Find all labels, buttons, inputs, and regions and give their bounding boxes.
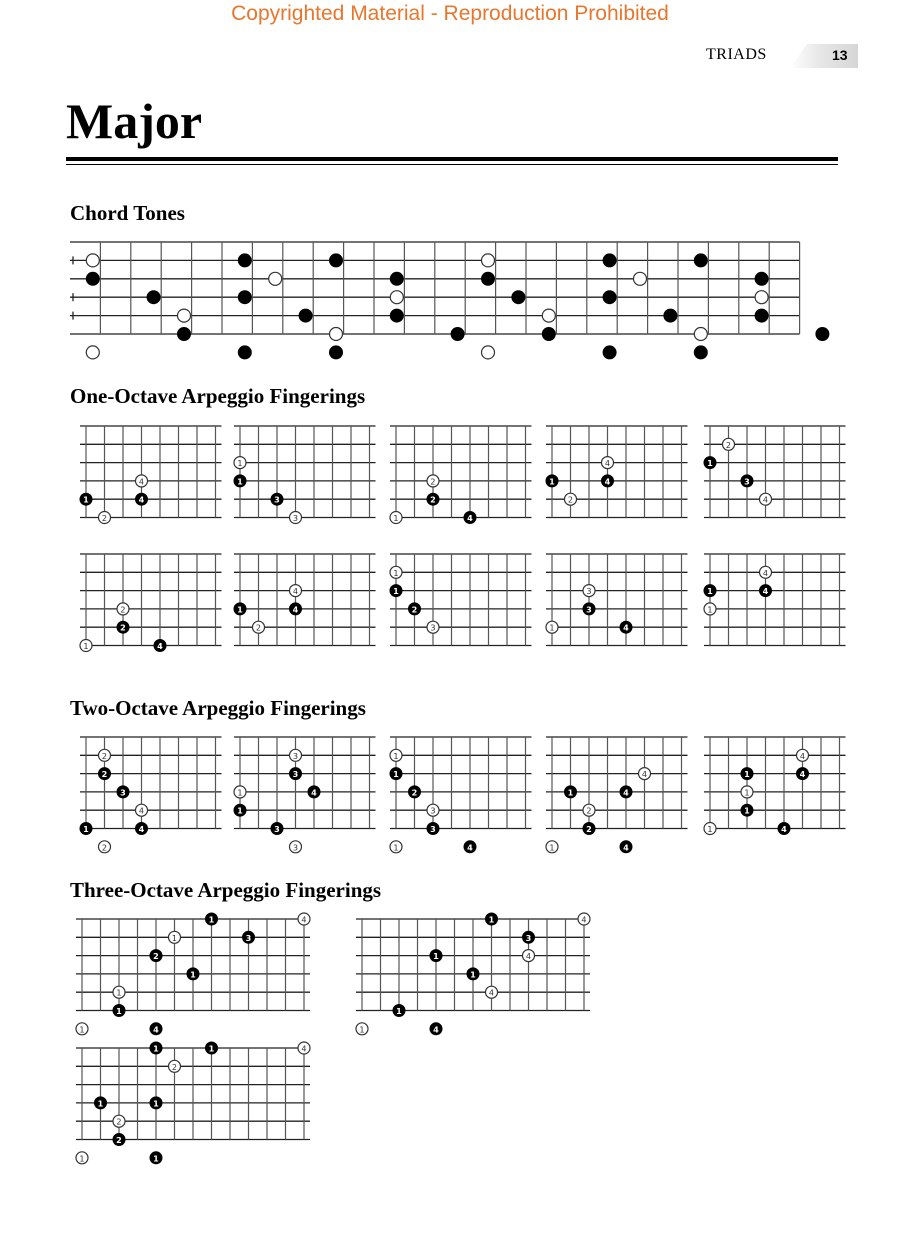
note-dot-open — [86, 346, 99, 359]
two-octave-diagram-2 — [226, 733, 366, 853]
finger-number: 1 — [116, 987, 122, 998]
finger-number: 2 — [411, 604, 418, 615]
note-dot-filled — [147, 291, 160, 304]
one-octave-diagram-2 — [226, 422, 366, 522]
finger-number: 1 — [488, 914, 495, 925]
note-dot-filled — [755, 309, 768, 322]
finger-number: 2 — [101, 750, 108, 761]
finger-number: 1 — [237, 476, 243, 487]
note-dot-filled — [603, 291, 616, 304]
note-dot-open — [178, 309, 191, 322]
finger-number: 4 — [525, 951, 532, 962]
finger-number: 1 — [707, 458, 713, 469]
finger-number: 2 — [586, 824, 592, 834]
note-dot-open — [86, 254, 99, 267]
two-octave-diagram-5 — [696, 733, 836, 833]
finger-number: 2 — [430, 476, 436, 487]
finger-number: 4 — [799, 750, 806, 761]
one-octave-diagram-7 — [226, 550, 366, 650]
finger-number: 3 — [586, 604, 592, 615]
one-octave-diagram-3 — [382, 422, 522, 522]
finger-number: 3 — [274, 824, 280, 834]
finger-number: 3 — [292, 769, 299, 780]
note-dot-filled — [694, 346, 707, 359]
finger-number: 2 — [120, 622, 126, 633]
finger-number: 1 — [470, 969, 476, 980]
finger-number: 1 — [116, 1006, 122, 1016]
note-dot-filled — [603, 254, 616, 267]
section-heading-one-octave: One-Octave Arpeggio Fingerings — [70, 384, 366, 408]
section-heading-chord-tones: Chord Tones — [70, 201, 185, 225]
note-dot-filled — [390, 272, 403, 285]
finger-number: 3 — [430, 622, 436, 633]
section-heading-two-octave: Two-Octave Arpeggio Fingerings — [70, 696, 366, 720]
finger-number: 1 — [153, 1043, 159, 1054]
finger-number: 3 — [120, 787, 126, 798]
finger-number: 1 — [83, 494, 89, 505]
finger-number: 1 — [237, 787, 243, 798]
title-rule — [66, 157, 838, 165]
finger-number: 1 — [396, 1006, 402, 1016]
finger-number: 2 — [101, 513, 108, 523]
note-dot-open — [390, 291, 403, 304]
finger-number: 3 — [292, 842, 299, 853]
note-dot-open — [755, 291, 768, 304]
three-octave-diagram-3 — [70, 1043, 326, 1164]
finger-number: 4 — [301, 914, 307, 925]
finger-number: 1 — [83, 824, 89, 834]
finger-number: 1 — [393, 842, 399, 853]
finger-number: 4 — [799, 769, 806, 780]
finger-number: 2 — [101, 769, 108, 780]
one-octave-diagram-6 — [72, 550, 212, 650]
finger-number: 4 — [623, 842, 629, 853]
note-dot-open — [482, 254, 495, 267]
finger-number: 1 — [237, 458, 243, 469]
note-dot-filled — [238, 254, 251, 267]
note-dot-filled — [390, 309, 403, 322]
finger-number: 3 — [292, 750, 299, 761]
note-dot-filled — [694, 254, 707, 267]
finger-number: 2 — [153, 951, 159, 962]
finger-number: 4 — [138, 805, 145, 816]
finger-number: 2 — [116, 1116, 122, 1127]
finger-number: 3 — [430, 805, 436, 816]
finger-number: 1 — [393, 586, 399, 597]
finger-number: 3 — [586, 586, 592, 597]
finger-number: 1 — [549, 622, 555, 633]
finger-number: 4 — [292, 586, 299, 597]
finger-number: 1 — [171, 932, 178, 943]
finger-number: 2 — [586, 805, 592, 816]
note-dot-open — [330, 328, 343, 341]
note-dot-filled — [238, 346, 251, 359]
note-dot-filled — [238, 291, 251, 304]
note-dot-filled — [512, 291, 525, 304]
finger-number: 4 — [623, 787, 629, 798]
finger-number: 4 — [604, 458, 611, 469]
finger-number: 1 — [707, 824, 713, 834]
page-number: 13 — [832, 47, 848, 63]
finger-number: 2 — [116, 1135, 122, 1145]
finger-number: 1 — [744, 769, 750, 780]
finger-number: 4 — [488, 987, 495, 998]
finger-number: 1 — [359, 1024, 365, 1035]
note-dot-filled — [330, 254, 343, 267]
finger-number: 4 — [138, 476, 145, 487]
two-octave-diagram-4 — [538, 733, 678, 853]
finger-number: 1 — [208, 914, 215, 925]
finger-number: 4 — [433, 1024, 439, 1035]
one-octave-diagram-5 — [696, 422, 836, 522]
finger-number: 4 — [138, 824, 145, 834]
finger-number: 4 — [623, 622, 629, 633]
finger-number: 1 — [208, 1043, 215, 1054]
one-octave-diagram-1 — [72, 422, 212, 522]
finger-number: 3 — [525, 932, 532, 943]
finger-number: 2 — [411, 787, 418, 798]
finger-number: 4 — [311, 787, 317, 798]
note-dot-filled — [299, 309, 312, 322]
finger-number: 4 — [153, 1024, 159, 1035]
finger-number: 1 — [707, 604, 713, 615]
finger-number: 3 — [292, 513, 299, 523]
note-dot-filled — [816, 328, 829, 341]
finger-number: 1 — [744, 787, 750, 798]
note-dot-open — [634, 272, 647, 285]
finger-number: 1 — [744, 805, 750, 816]
finger-number: 1 — [237, 805, 243, 816]
finger-number: 1 — [549, 842, 555, 853]
finger-number: 1 — [393, 750, 399, 761]
three-octave-diagram-1 — [70, 914, 326, 1035]
finger-number: 3 — [430, 824, 436, 834]
finger-number: 1 — [97, 1098, 104, 1109]
finger-number: 3 — [274, 494, 280, 505]
finger-number: 2 — [430, 494, 436, 505]
finger-number: 1 — [549, 476, 555, 487]
note-dot-open — [482, 346, 495, 359]
finger-number: 1 — [237, 604, 243, 615]
finger-number: 2 — [567, 494, 574, 505]
note-dot-open — [694, 328, 707, 341]
one-octave-diagram-4 — [538, 422, 678, 522]
finger-number: 1 — [393, 769, 399, 780]
finger-number: 4 — [301, 1043, 307, 1054]
one-octave-diagram-9 — [538, 550, 678, 650]
note-dot-filled — [603, 346, 616, 359]
finger-number: 1 — [393, 513, 399, 523]
chord-tones-fretboard — [70, 236, 840, 340]
finger-number: 1 — [79, 1153, 85, 1164]
finger-number: 1 — [153, 1098, 159, 1109]
finger-number: 1 — [393, 567, 399, 578]
note-dot-open — [542, 309, 555, 322]
finger-number: 4 — [157, 641, 163, 651]
note-dot-filled — [86, 272, 99, 285]
finger-number: 4 — [581, 914, 587, 925]
finger-number: 4 — [762, 586, 769, 597]
finger-number: 1 — [567, 787, 574, 798]
note-dot-filled — [330, 346, 343, 359]
finger-number: 1 — [190, 969, 196, 980]
finger-number: 3 — [245, 932, 252, 943]
note-dot-filled — [542, 328, 555, 341]
finger-number: 1 — [83, 641, 89, 651]
note-dot-filled — [482, 272, 495, 285]
note-dot-filled — [664, 309, 677, 322]
finger-number: 1 — [707, 586, 713, 597]
note-dot-filled — [178, 328, 191, 341]
finger-number: 4 — [604, 476, 611, 487]
section-heading-three-octave: Three-Octave Arpeggio Fingerings — [70, 878, 382, 902]
three-octave-diagram-2 — [350, 914, 606, 1035]
one-octave-diagram-8 — [382, 550, 522, 650]
finger-number: 4 — [641, 769, 648, 780]
finger-number: 3 — [744, 476, 750, 487]
finger-number: 4 — [762, 494, 769, 505]
two-octave-diagram-1 — [72, 733, 212, 853]
two-octave-diagram-3 — [382, 733, 522, 853]
copyright-watermark: Copyrighted Material - Reproduction Prohibited — [231, 2, 669, 25]
running-head: TRIADS — [706, 46, 767, 63]
finger-number: 4 — [292, 604, 299, 615]
finger-number: 1 — [153, 1153, 159, 1164]
finger-number: 1 — [433, 951, 439, 962]
finger-number: 2 — [255, 622, 262, 633]
finger-number: 4 — [467, 842, 473, 853]
finger-number: 2 — [101, 842, 108, 853]
finger-number: 2 — [171, 1061, 178, 1072]
finger-number: 2 — [725, 439, 732, 450]
note-dot-filled — [451, 328, 464, 341]
finger-number: 4 — [138, 494, 145, 505]
finger-number: 4 — [781, 824, 787, 834]
note-dot-filled — [755, 272, 768, 285]
finger-number: 1 — [79, 1024, 85, 1035]
finger-number: 4 — [467, 513, 473, 523]
page-title: Major — [66, 93, 203, 149]
finger-number: 4 — [762, 567, 769, 578]
note-dot-open — [269, 272, 282, 285]
one-octave-diagram-10 — [696, 550, 836, 650]
finger-number: 2 — [120, 604, 126, 615]
